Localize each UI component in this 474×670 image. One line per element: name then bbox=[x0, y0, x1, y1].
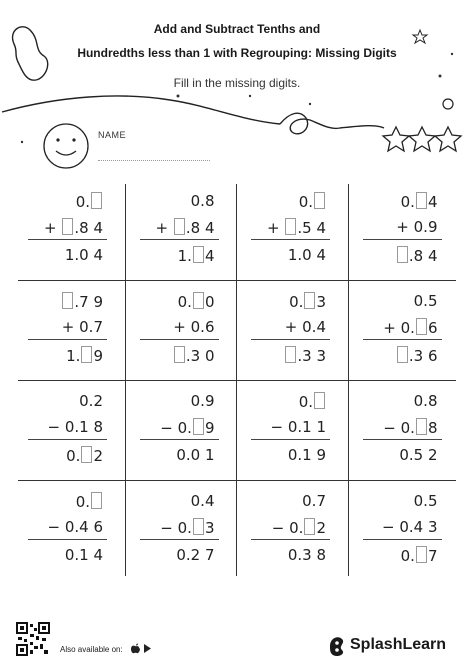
digit-text: 0.5 bbox=[413, 292, 438, 310]
digit-text: .5 4 bbox=[297, 219, 326, 237]
worksheet-title-line1: Add and Subtract Tenths and bbox=[153, 22, 321, 36]
digit-text: 0.4 3 bbox=[399, 518, 438, 536]
top-number bbox=[349, 292, 460, 310]
problem-cell bbox=[126, 480, 237, 580]
digit-text: 2 bbox=[316, 519, 326, 537]
problem-cell bbox=[349, 180, 460, 280]
digit-text: 3 bbox=[316, 293, 326, 311]
problem-cell bbox=[14, 380, 125, 480]
digit-text: .3 0 bbox=[185, 347, 215, 365]
play-store-icon bbox=[144, 644, 151, 653]
digit-text: .8 4 bbox=[74, 219, 103, 237]
digit-text: 0.3 8 bbox=[287, 546, 326, 564]
digit-text: 0. bbox=[66, 447, 81, 465]
digit-text: 0.2 bbox=[79, 392, 103, 410]
bottom-number bbox=[14, 318, 125, 336]
digit-text: 0.9 bbox=[190, 392, 215, 410]
digit-text: 6 bbox=[427, 319, 438, 337]
digit-text: 0.1 1 bbox=[287, 418, 326, 436]
top-number bbox=[126, 392, 237, 410]
result-number bbox=[14, 346, 125, 364]
top-number bbox=[14, 492, 125, 510]
missing-digit-box[interactable] bbox=[91, 492, 102, 509]
digit-text: 0.4 bbox=[190, 492, 215, 510]
bottom-number bbox=[126, 518, 237, 536]
top-number bbox=[237, 492, 348, 510]
result-number bbox=[237, 546, 348, 564]
digit-text: 0.0 1 bbox=[176, 446, 215, 464]
sum-line bbox=[251, 339, 330, 340]
missing-digit-box[interactable] bbox=[416, 318, 427, 335]
problem-cell bbox=[237, 380, 348, 480]
problem-cell bbox=[237, 480, 348, 580]
digit-text: 0. bbox=[177, 519, 192, 537]
top-number bbox=[349, 192, 460, 210]
bottom-number bbox=[126, 218, 237, 236]
digit-text: 0. bbox=[177, 293, 192, 311]
problem-cell bbox=[126, 280, 237, 380]
digit-text: 0. bbox=[400, 319, 415, 337]
digit-text: .8 4 bbox=[408, 247, 438, 265]
result-number bbox=[14, 546, 125, 564]
operator-sign: + bbox=[383, 319, 401, 337]
smiley-face-icon bbox=[44, 124, 88, 168]
result-number bbox=[126, 346, 237, 364]
digit-text: .7 9 bbox=[74, 293, 103, 311]
operator-sign: − bbox=[47, 418, 65, 436]
operator-sign: − bbox=[271, 519, 290, 537]
operator-sign: + bbox=[173, 318, 191, 336]
swirl-icon bbox=[280, 113, 340, 134]
digit-text: 9 bbox=[204, 419, 215, 437]
sum-line bbox=[28, 439, 107, 440]
result-number bbox=[237, 346, 348, 364]
digit-text: 0.8 bbox=[190, 192, 215, 210]
sum-line bbox=[140, 539, 219, 540]
name-field[interactable] bbox=[98, 160, 210, 161]
digit-text: .3 6 bbox=[408, 347, 438, 365]
sum-line bbox=[363, 439, 442, 440]
missing-digit-box[interactable] bbox=[416, 546, 427, 563]
sum-line bbox=[251, 239, 330, 240]
top-number bbox=[126, 292, 237, 310]
digit-text: 0. bbox=[298, 193, 313, 211]
result-number bbox=[237, 446, 348, 464]
digit-text: 0. bbox=[400, 193, 415, 211]
digit-text: 7 bbox=[427, 547, 438, 565]
problem-cell bbox=[237, 180, 348, 280]
bottom-number bbox=[237, 418, 348, 436]
digit-text: 4 bbox=[204, 247, 215, 265]
also-available-text: Also available on: bbox=[60, 645, 123, 654]
bottom-number bbox=[14, 418, 125, 436]
missing-digit-box[interactable] bbox=[62, 292, 73, 309]
sum-line bbox=[363, 339, 442, 340]
result-number bbox=[126, 446, 237, 464]
sum-line bbox=[363, 539, 442, 540]
missing-digit-box[interactable] bbox=[314, 192, 325, 209]
digit-text: 1.0 4 bbox=[64, 246, 103, 264]
digit-text: 0. bbox=[289, 293, 304, 311]
missing-digit-box[interactable] bbox=[304, 518, 315, 535]
top-number bbox=[14, 192, 125, 210]
sum-line bbox=[28, 339, 107, 340]
operator-sign: − bbox=[270, 418, 288, 436]
missing-digit-box[interactable] bbox=[62, 218, 73, 235]
missing-digit-box[interactable] bbox=[193, 518, 204, 535]
rating-stars-icon bbox=[383, 127, 461, 151]
digit-text: 0 bbox=[204, 293, 215, 311]
digit-text: 1.0 4 bbox=[287, 246, 326, 264]
result-number bbox=[126, 246, 237, 264]
digit-text: .3 3 bbox=[297, 347, 326, 365]
problem-cell bbox=[349, 380, 460, 480]
bottom-number bbox=[237, 318, 348, 336]
digit-text: 0.5 2 bbox=[399, 446, 438, 464]
digit-text: 3 bbox=[204, 519, 215, 537]
digit-text: 0.6 bbox=[190, 318, 215, 336]
result-number bbox=[349, 246, 460, 264]
digit-text: 0.1 4 bbox=[64, 546, 103, 564]
missing-digit-box[interactable] bbox=[81, 446, 92, 463]
brand-name: SplashLearn bbox=[350, 636, 447, 653]
missing-digit-box[interactable] bbox=[285, 346, 296, 363]
result-number bbox=[126, 546, 237, 564]
digit-text: 1. bbox=[177, 247, 192, 265]
result-number bbox=[349, 546, 460, 564]
result-number bbox=[349, 346, 460, 364]
result-number bbox=[237, 246, 348, 264]
bottom-number bbox=[126, 318, 237, 336]
digit-text: 4 bbox=[427, 193, 438, 211]
digit-text: 9 bbox=[93, 347, 103, 365]
digit-text: 0. bbox=[289, 519, 304, 537]
result-number bbox=[349, 446, 460, 464]
digit-text: 0.7 bbox=[302, 492, 326, 510]
problem-cell bbox=[14, 480, 125, 580]
qr-code-icon bbox=[16, 622, 50, 656]
bottom-number bbox=[349, 418, 460, 436]
bottom-number bbox=[349, 318, 460, 336]
digit-text: 8 bbox=[427, 419, 438, 437]
problem-cell bbox=[14, 280, 125, 380]
sum-line bbox=[140, 339, 219, 340]
operator-sign: + bbox=[267, 219, 285, 237]
digit-text: 0.1 8 bbox=[64, 418, 103, 436]
bottom-number bbox=[14, 518, 125, 536]
missing-digit-box[interactable] bbox=[416, 192, 427, 209]
missing-digit-box[interactable] bbox=[193, 246, 204, 263]
digit-text: 0.9 bbox=[413, 218, 438, 236]
missing-digit-box[interactable] bbox=[314, 392, 325, 409]
sum-line bbox=[28, 239, 107, 240]
problem-cell bbox=[14, 180, 125, 280]
problem-cell bbox=[126, 180, 237, 280]
bottom-number bbox=[237, 218, 348, 236]
problem-cell bbox=[349, 480, 460, 580]
digit-text: 0.8 bbox=[413, 392, 438, 410]
operator-sign: + bbox=[284, 318, 303, 336]
bottom-number bbox=[349, 218, 460, 236]
operator-sign: − bbox=[160, 419, 178, 437]
bottom-number bbox=[237, 518, 348, 536]
problem-cell bbox=[126, 380, 237, 480]
digit-text: 0.2 7 bbox=[176, 546, 215, 564]
digit-text: 0.1 9 bbox=[287, 446, 326, 464]
sum-line bbox=[363, 239, 442, 240]
top-number bbox=[349, 392, 460, 410]
missing-digit-box[interactable] bbox=[397, 346, 408, 363]
sum-line bbox=[251, 439, 330, 440]
operator-sign: − bbox=[47, 518, 65, 536]
digit-text: 0. bbox=[75, 493, 90, 511]
missing-digit-box[interactable] bbox=[416, 418, 427, 435]
sum-line bbox=[251, 539, 330, 540]
operator-sign: + bbox=[61, 318, 80, 336]
top-number bbox=[14, 292, 125, 310]
digit-text: 0.4 6 bbox=[64, 518, 103, 536]
digit-text: 0. bbox=[400, 547, 415, 565]
apple-icon bbox=[131, 644, 140, 654]
missing-digit-box[interactable] bbox=[193, 292, 204, 309]
digit-text: 0.5 bbox=[413, 492, 438, 510]
bottom-number bbox=[126, 418, 237, 436]
operator-sign: − bbox=[381, 518, 400, 536]
name-label: NAME bbox=[98, 130, 127, 140]
sum-line bbox=[140, 239, 219, 240]
result-number bbox=[14, 246, 125, 264]
digit-text: 0. bbox=[177, 419, 192, 437]
problem-cell bbox=[349, 280, 460, 380]
missing-digit-box[interactable] bbox=[304, 292, 315, 309]
digit-text: 0. bbox=[298, 393, 313, 411]
digit-text: 0.7 bbox=[79, 318, 103, 336]
digit-text: 2 bbox=[93, 447, 103, 465]
operator-sign: + bbox=[44, 219, 62, 237]
bottom-number bbox=[349, 518, 460, 536]
operator-sign: + bbox=[155, 219, 173, 237]
missing-digit-box[interactable] bbox=[397, 246, 408, 263]
sum-line bbox=[140, 439, 219, 440]
top-number bbox=[14, 392, 125, 410]
digit-text: 1. bbox=[66, 347, 81, 365]
instruction-text: Fill in the missing digits. bbox=[173, 76, 301, 90]
missing-digit-box[interactable] bbox=[174, 218, 185, 235]
worksheet-title-line2: Hundredths less than 1 with Regrouping: Missing Digits bbox=[77, 46, 397, 60]
operator-sign: − bbox=[160, 519, 178, 537]
operator-sign: + bbox=[396, 218, 414, 236]
operator-sign: − bbox=[383, 419, 401, 437]
sum-line bbox=[28, 539, 107, 540]
result-number bbox=[14, 446, 125, 464]
digit-text: 0. bbox=[400, 419, 415, 437]
top-number bbox=[349, 492, 460, 510]
top-number bbox=[237, 192, 348, 210]
top-number bbox=[126, 192, 237, 210]
top-number bbox=[237, 292, 348, 310]
missing-digit-box[interactable] bbox=[193, 418, 204, 435]
top-number bbox=[126, 492, 237, 510]
missing-digit-box[interactable] bbox=[91, 192, 102, 209]
bottom-number bbox=[14, 218, 125, 236]
problem-cell bbox=[237, 280, 348, 380]
missing-digit-box[interactable] bbox=[174, 346, 185, 363]
problem-grid bbox=[14, 180, 460, 580]
digit-text: .8 4 bbox=[185, 219, 215, 237]
digit-text: 0.4 bbox=[302, 318, 326, 336]
missing-digit-box[interactable] bbox=[285, 218, 296, 235]
digit-text: 0. bbox=[75, 193, 90, 211]
missing-digit-box[interactable] bbox=[81, 346, 92, 363]
top-number bbox=[237, 392, 348, 410]
